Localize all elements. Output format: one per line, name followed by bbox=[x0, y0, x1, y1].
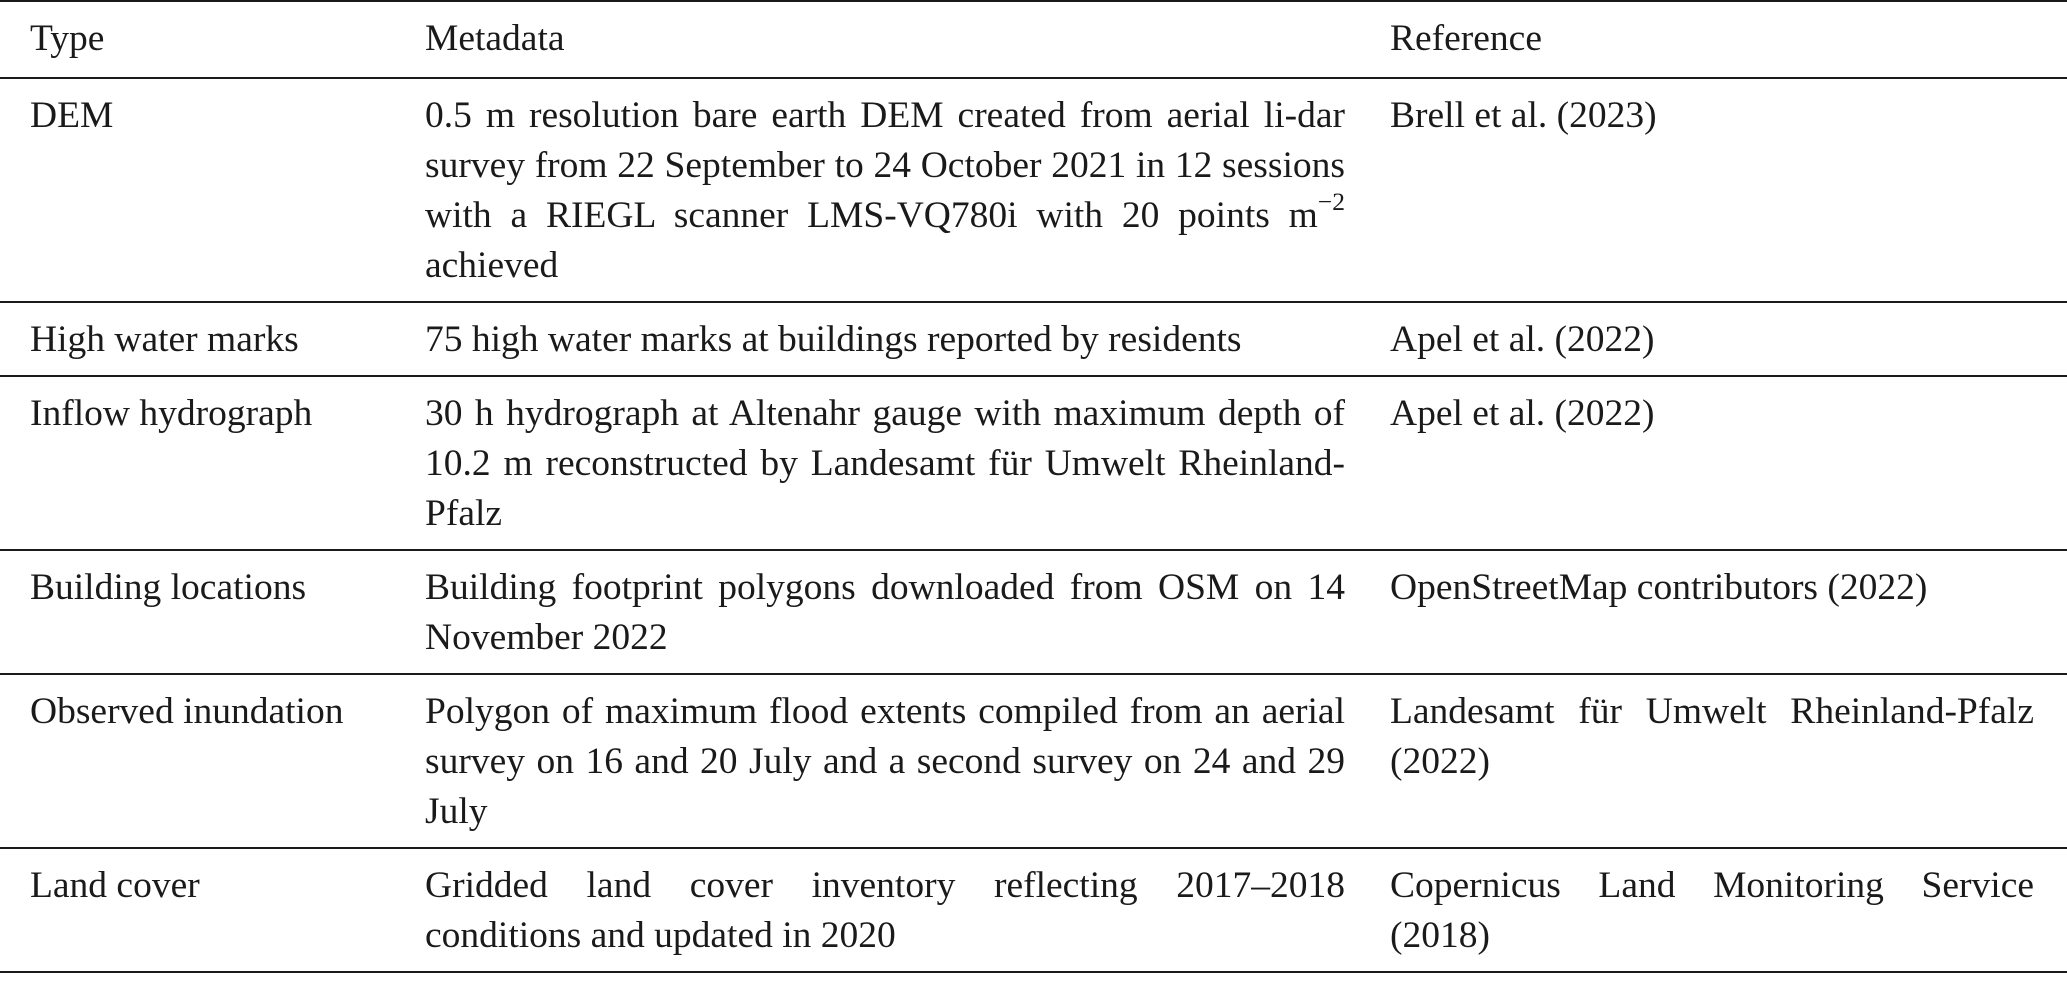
cell-type: Inflow hydrograph bbox=[30, 393, 313, 434]
metadata-tail: achieved bbox=[425, 245, 559, 286]
metadata-text: 0.5 m resolution bare earth DEM created from aerial li-dar survey from 22 September to 24 October 2021 in 12 sessions with a RIEGL scanner LMS-VQ780i with 20 points m bbox=[425, 95, 1345, 236]
header-type: Type bbox=[30, 18, 105, 59]
cell-reference bbox=[1390, 78, 2067, 302]
reference-text: Apel et al. (2022) bbox=[1390, 393, 1655, 434]
cell-type: Building locations bbox=[30, 567, 307, 608]
cell-type: High water marks bbox=[30, 319, 299, 360]
reference-text: Copernicus Land Monitoring Service (2018) bbox=[1390, 865, 2034, 956]
cell-type: Observed inundation bbox=[30, 691, 344, 732]
metadata-text: Polygon of maximum flood extents compiled from an aerial survey on 16 and 20 July and a second survey on 24 and 29 July bbox=[425, 691, 1345, 832]
metadata-text: Gridded land cover inventory reflecting 2017–2018 conditions and updated in 2020 bbox=[425, 865, 1345, 956]
cell-metadata bbox=[425, 848, 1390, 972]
cell-reference bbox=[1390, 550, 2067, 674]
metadata-superscript: −2 bbox=[1317, 186, 1345, 216]
cell-reference bbox=[1390, 376, 2067, 550]
table-row-high-water-marks bbox=[0, 302, 2067, 376]
cell-metadata bbox=[425, 674, 1390, 848]
cell-metadata bbox=[425, 550, 1390, 674]
table-row-dem bbox=[0, 78, 2067, 302]
reference-text: Brell et al. (2023) bbox=[1390, 95, 1657, 136]
header-row bbox=[0, 1, 2067, 78]
reference-text: OpenStreetMap contributors (2022) bbox=[1390, 567, 1928, 608]
header-reference: Reference bbox=[1390, 18, 1542, 59]
cell-reference bbox=[1390, 848, 2067, 972]
cell-type: Land cover bbox=[30, 865, 200, 906]
header-metadata: Metadata bbox=[425, 18, 565, 59]
reference-text: Apel et al. (2022) bbox=[1390, 319, 1655, 360]
table-row-building-locations bbox=[0, 550, 2067, 674]
cell-metadata bbox=[425, 376, 1390, 550]
cell-type: DEM bbox=[30, 95, 114, 136]
table-row-land-cover bbox=[0, 848, 2067, 972]
cell-reference bbox=[1390, 674, 2067, 848]
table-row-observed-inundation bbox=[0, 674, 2067, 848]
cell-reference bbox=[1390, 302, 2067, 376]
table-header bbox=[0, 1, 2067, 78]
table-row-inflow-hydrograph bbox=[0, 376, 2067, 550]
reference-text: Landesamt für Umwelt Rheinland-Pfalz (2022) bbox=[1390, 691, 2034, 782]
table-body bbox=[0, 78, 2067, 972]
metadata-text: 30 h hydrograph at Altenahr gauge with maximum depth of 10.2 m reconstructed by Landesamt für Umwelt Rheinland-Pfalz bbox=[425, 393, 1345, 534]
metadata-text: Building footprint polygons downloaded from OSM on 14 November 2022 bbox=[425, 567, 1345, 658]
metadata-text: 75 high water marks at buildings reported by residents bbox=[425, 319, 1242, 360]
cell-metadata bbox=[425, 78, 1390, 302]
cell-metadata bbox=[425, 302, 1390, 376]
